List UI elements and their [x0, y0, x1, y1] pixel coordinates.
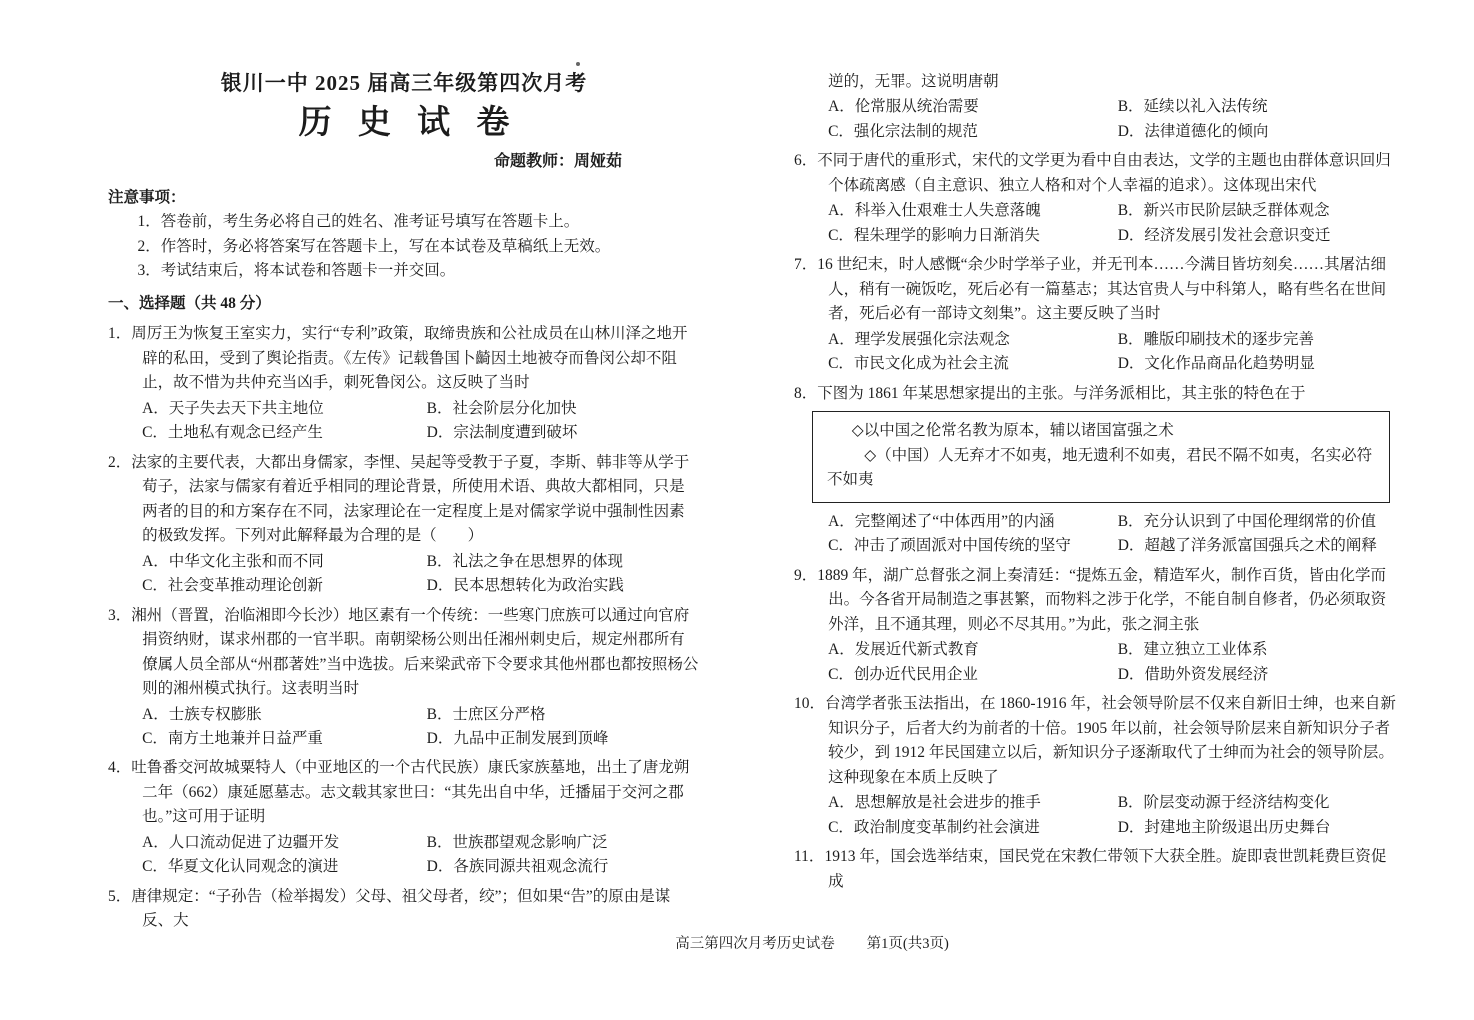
option: C．程朱理学的影响力日渐消失 [828, 226, 1040, 244]
option: D．借助外资发展经济 [1117, 665, 1269, 683]
options-group [108, 703, 700, 752]
notice-block [108, 186, 700, 284]
option: B．礼法之争在思想界的体现 [426, 552, 623, 570]
question-number: 10． [794, 695, 826, 713]
option: C．强化宗法制的规范 [828, 122, 978, 140]
option: D．封建地主阶级退出历史舞台 [1117, 818, 1331, 836]
options-group [108, 550, 700, 599]
question-4 [108, 756, 700, 879]
option: D．九品中正制发展到顶峰 [426, 729, 609, 747]
question-number: 7． [794, 256, 818, 274]
question-stem: 7．16 世纪末，时人感慨“余少时学举子业，并无刊本……今满目皆坊刻矣……其屠沽细人，稍有一碗饭吃，死后必有一篇墓志；其达官贵人与中科第人，略有些名在世间者，死后必有一部诗文刻集”。这主要反映了当时 [794, 256, 1387, 323]
question-number: 2． [108, 453, 132, 471]
question-5 [108, 885, 700, 934]
question-stem: 9．1889 年，湖广总督张之洞上奏清廷：“提炼五金，精造军火，制作百货，皆由化学而出。今各省开局制造之事甚繁，而物料之涉于化学，不能自制自修者，仍必须取资外洋，且不通其理，则必不尽其用。”为此，张之洞主张 [794, 566, 1387, 633]
option: B．世族郡望观念影响广泛 [426, 833, 608, 851]
option: A．科举入仕艰难士人失意落魄 [828, 202, 1041, 220]
option: C．市民文化成为社会主流 [828, 355, 1009, 373]
paper-title: 历 史 试 卷 [298, 105, 519, 142]
question-number: 3． [108, 606, 132, 624]
notice-item: 1．答卷前，考生务必将自己的姓名、准考证号填写在答题卡上。 [137, 213, 580, 231]
option: B．雕版印刷技术的逐步完善 [1117, 330, 1315, 348]
option: A．思想解放是社会进步的推手 [828, 794, 1041, 812]
right-column [794, 70, 1396, 939]
exam-session-title: 银川一中 2025 届高三年级第四次月考 [220, 71, 588, 95]
question-stem: 8．下图为 1861 年某思想家提出的主张。与洋务派相比，其主张的特色在于 [794, 384, 1306, 402]
option: A．天子失去天下共主地位 [142, 399, 324, 417]
quote-box-line: ◇以中国之伦常名教为原本，辅以诸国富强之术 [851, 422, 1174, 440]
option: A．伦常服从统治需要 [828, 98, 979, 116]
option: B．延续以礼入法传统 [1117, 98, 1268, 116]
question-number: 1． [108, 325, 132, 343]
option: D．宗法制度遭到破坏 [426, 424, 578, 442]
options-group [794, 791, 1396, 840]
quote-box [812, 411, 1390, 502]
option: D．各族同源共祖观念流行 [426, 858, 609, 876]
question-number: 4． [108, 759, 132, 777]
footer-page-number: 第1页(共3页) [866, 936, 949, 952]
option: A．中华文化主张和而不同 [142, 552, 324, 570]
option: D．经济发展引发社会意识变迁 [1117, 226, 1331, 244]
option: C．社会变革推动理论创新 [142, 577, 323, 595]
question-number: 9． [794, 566, 818, 584]
left-column [108, 70, 700, 939]
question-11 [794, 845, 1396, 894]
options-group [794, 510, 1396, 559]
options-group [794, 95, 1396, 144]
option: A．士族专权膨胀 [142, 705, 262, 723]
question-stem: 6．不同于唐代的重形式，宋代的文学更为看中自由表达，文学的主题也由群体意识回归个体疏离感（自主意识、独立人格和对个人幸福的追求）。这体现出宋代 [794, 152, 1391, 194]
notice-item: 2．作答时，务必将答案写在答题卡上，写在本试卷及草稿纸上无效。 [137, 237, 611, 255]
left-questions [108, 322, 700, 934]
option: A．人口流动促进了边疆开发 [142, 833, 340, 851]
question-7 [794, 253, 1396, 376]
question-stem: 5．唐律规定：“子孙告（检举揭发）父母、祖父母者，绞”；但如果“告”的原由是谋反、大 [108, 887, 671, 930]
notice-item: 3．考试结束后，将本试卷和答题卡一并交回。 [137, 262, 456, 280]
scan-speck [576, 62, 580, 66]
options-group [108, 397, 700, 446]
notice-heading: 注意事项： [108, 188, 186, 206]
option: C．政治制度变革制约社会演进 [828, 818, 1040, 836]
option: D．民本思想转化为政治实践 [426, 577, 624, 595]
option: D．文化作品商品化趋势明显 [1117, 355, 1315, 373]
question-3 [108, 604, 700, 752]
question-stem: 4．吐鲁番交河故城粟特人（中亚地区的一个古代民族）康氏家族墓地，出土了唐龙朔二年（662）康延愿墓志。志文载其家世曰：“其先出自中华，迁播届于交河之郡也。”这可用于证明 [108, 759, 690, 826]
option: A．完整阐述了“中体西用”的内涵 [828, 512, 1055, 530]
question-stem: 3．湘州（晋置，治临湘即今长沙）地区素有一个传统：一些寒门庶族可以通过向官府捐资纳财，谋求州郡的一官半职。南朝梁杨公则出任湘州刺史后，规定州郡所有僚属人员全部从“州郡著姓”当中选拔。后来梁武帝下令要求其他州郡也都按照杨公则的湘州模式执行。这表明当时 [108, 606, 699, 698]
question-continuation [794, 70, 1396, 144]
option: D．法律道德化的倾向 [1117, 122, 1269, 140]
question-2 [108, 451, 700, 599]
question-number: 11． [794, 848, 825, 866]
quote-box-line: ◇（中国）人无弃才不如夷，地无遗利不如夷，君民不隔不如夷，名实必符不如夷 [827, 446, 1373, 489]
page-footer [0, 933, 1474, 956]
options-group [794, 638, 1396, 687]
notice-items [108, 210, 700, 283]
option: B．建立独立工业体系 [1117, 641, 1268, 659]
right-questions [794, 70, 1396, 894]
options-group [108, 831, 700, 880]
teacher-credit: 命题教师：周娅茹 [493, 152, 622, 170]
question-8 [794, 382, 1396, 559]
options-group [794, 328, 1396, 377]
question-number: 5． [108, 887, 132, 905]
option: C．冲击了顽固派对中国传统的坚守 [828, 537, 1071, 555]
question-1 [108, 322, 700, 445]
question-6 [794, 149, 1396, 248]
option: B．社会阶层分化加快 [426, 399, 577, 417]
footer-title: 高三第四次月考历史试卷 [675, 936, 835, 952]
options-group [794, 199, 1396, 248]
question-stem: 2．法家的主要代表，大都出身儒家，李悝、吴起等受教于子夏，李斯、韩非等从学于荀子，法家与儒家有着近乎相同的理论背景，所使用术语、典故大都相同，只是两者的目的和方案存在不同，法家理论在一定程度上是对儒家学说中强制性因素的极致发挥。下列对此解释最为合理的是（ ） [108, 453, 690, 545]
option: C．南方土地兼并日益严重 [142, 729, 323, 747]
option: B．新兴市民阶层缺乏群体观念 [1117, 202, 1330, 220]
section-heading: 一、选择题（共 48 分） [108, 294, 271, 312]
question-stem: 11．1913 年，国会选举结束，国民党在宋教仁带领下大获全胜。旋即袁世凯耗费巨资促成 [794, 848, 1387, 890]
option: B．充分认识到了中国伦理纲常的价值 [1117, 512, 1377, 530]
question-stem: 10．台湾学者张玉法指出，在 1860-1916 年，社会领导阶层不仅来自新旧士绅，也来自新知识分子，后者大约为前者的十倍。1905 年以前，社会领导阶层来自新知识分子者较少，到 1912 年民国建立以后，新知识分子逐渐取代了士绅而为社会的领导阶层。这种现象在本质上反映了 [794, 695, 1396, 786]
question-9 [794, 564, 1396, 687]
question-stem: 1．周厉王为恢复王室实力，实行“专利”政策，取缔贵族和公社成员在山林川泽之地开辟的私田，受到了舆论指责。《左传》记载鲁国卜齮因土地被夺而鲁闵公却不阻止，故不惜为共仲充当凶手，刺死鲁闵公。这反映了当时 [108, 325, 688, 392]
option: C．创办近代民用企业 [828, 665, 978, 683]
option: C．土地私有观念已经产生 [142, 424, 323, 442]
question-number: 6． [794, 152, 818, 170]
option: A．理学发展强化宗法观念 [828, 330, 1010, 348]
option: A．发展近代新式教育 [828, 641, 979, 659]
option: B．阶层变动源于经济结构变化 [1117, 794, 1330, 812]
question-stem: 逆的，无罪。这说明唐朝 [828, 73, 999, 90]
question-10 [794, 692, 1396, 840]
question-number: 8． [794, 384, 818, 402]
option: D．超越了洋务派富国强兵之术的阐释 [1117, 537, 1377, 555]
option: C．华夏文化认同观念的演进 [142, 858, 339, 876]
option: B．士庶区分严格 [426, 705, 546, 723]
